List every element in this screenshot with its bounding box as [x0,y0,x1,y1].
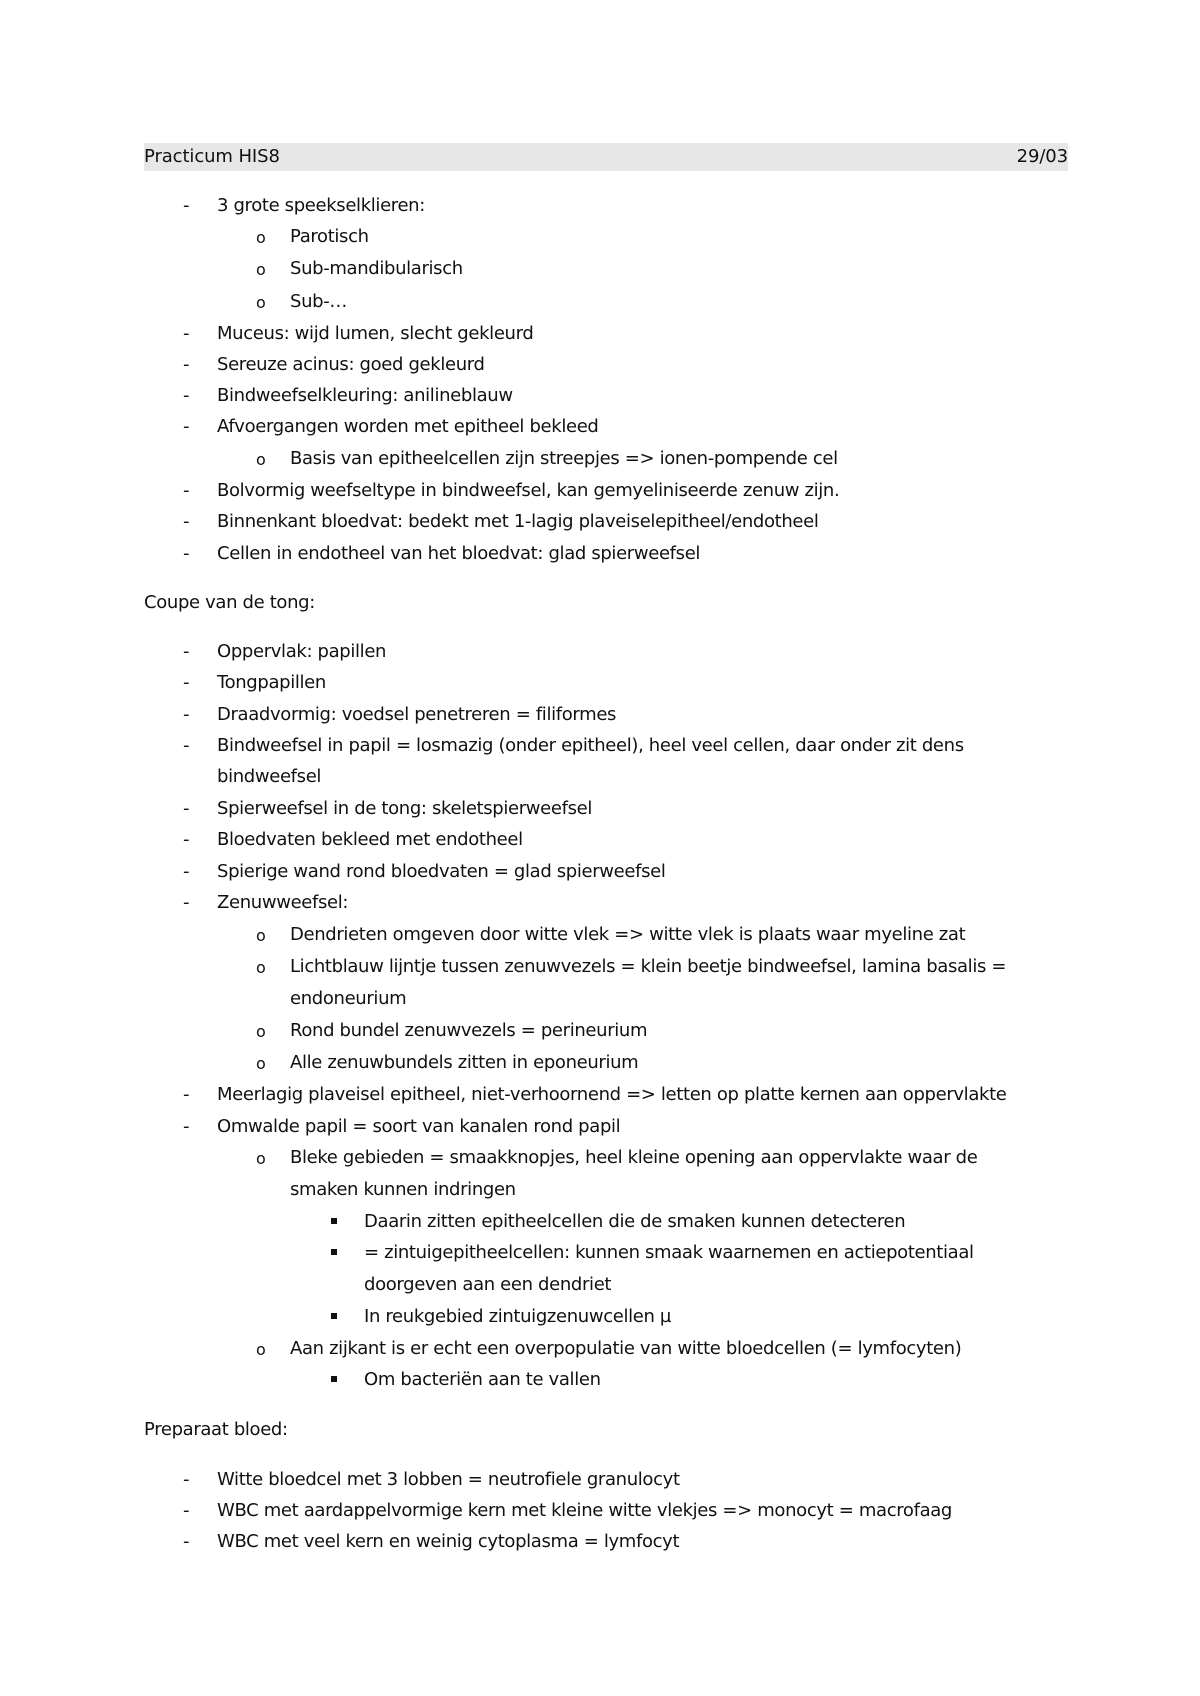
dash-bullet: - [183,892,190,913]
list-item: Parotisch [290,226,369,247]
list-item-continuation: smaken kunnen indringen [290,1179,516,1200]
list-item: Spierige wand rond bloedvaten = glad spierweefsel [217,861,666,882]
dash-bullet: - [183,1469,190,1490]
section-heading: Coupe van de tong: [144,592,315,613]
dash-bullet: - [183,829,190,850]
list-item: WBC met veel kern en weinig cytoplasma = lymfocyt [217,1531,680,1552]
dash-bullet: - [183,416,190,437]
list-item: Aan zijkant is er echt een overpopulatie van witte bloedcellen (= lymfocyten) [290,1338,962,1359]
list-item: Binnenkant bloedvat: bedekt met 1-lagig plaveiselepitheel/endotheel [217,511,819,532]
dash-bullet: - [183,798,190,819]
dash-bullet: - [183,354,190,375]
circle-bullet: o [256,293,266,312]
square-bullet-icon [331,1218,337,1224]
list-item: Daarin zitten epitheelcellen die de smaken kunnen detecteren [364,1211,906,1232]
dash-bullet: - [183,641,190,662]
page-title: Practicum HIS8 [144,146,280,167]
square-bullet-icon [331,1313,337,1319]
list-item: Bleke gebieden = smaakknopjes, heel kleine opening aan oppervlakte waar de [290,1147,978,1168]
circle-bullet: o [256,1149,266,1168]
dash-bullet: - [183,1116,190,1137]
list-item: Lichtblauw lijntje tussen zenuwvezels = klein beetje bindweefsel, lamina basalis = [290,956,1007,977]
list-item: Tongpapillen [217,672,326,693]
list-item: Bloedvaten bekleed met endotheel [217,829,523,850]
list-item: Cellen in endotheel van het bloedvat: glad spierweefsel [217,543,701,564]
list-item: Sereuze acinus: goed gekleurd [217,354,485,375]
dash-bullet: - [183,735,190,756]
list-item: Afvoergangen worden met epitheel bekleed [217,416,599,437]
circle-bullet: o [256,450,266,469]
header-bar [144,143,1068,171]
list-item: Rond bundel zenuwvezels = perineurium [290,1020,648,1041]
list-item: Zenuwweefsel: [217,892,349,913]
list-item: Sub-mandibularisch [290,258,463,279]
square-bullet-icon [331,1249,337,1255]
page-date: 29/03 [1016,146,1068,167]
circle-bullet: o [256,1340,266,1359]
list-item: Muceus: wijd lumen, slecht gekleurd [217,323,534,344]
dash-bullet: - [183,543,190,564]
list-item: In reukgebied zintuigzenuwcellen µ [364,1306,672,1327]
list-item: Alle zenuwbundels zitten in eponeurium [290,1052,639,1073]
list-item: Bolvormig weefseltype in bindweefsel, kan gemyeliniseerde zenuw zijn. [217,480,840,501]
dash-bullet: - [183,704,190,725]
list-item: Bindweefsel in papil = losmazig (onder epitheel), heel veel cellen, daar onder zit dens [217,735,964,756]
dash-bullet: - [183,672,190,693]
list-item-continuation: doorgeven aan een dendriet [364,1274,612,1295]
dash-bullet: - [183,511,190,532]
circle-bullet: o [256,1054,266,1073]
list-item-continuation: endoneurium [290,988,407,1009]
list-item: Omwalde papil = soort van kanalen rond papil [217,1116,621,1137]
list-item: Oppervlak: papillen [217,641,387,662]
section-heading: Preparaat bloed: [144,1419,288,1440]
dash-bullet: - [183,385,190,406]
circle-bullet: o [256,1022,266,1041]
dash-bullet: - [183,195,190,216]
list-item: WBC met aardappelvormige kern met kleine witte vlekjes => monocyt = macrofaag [217,1500,953,1521]
dash-bullet: - [183,480,190,501]
list-item: Spierweefsel in de tong: skeletspierweefsel [217,798,593,819]
list-item: Bindweefselkleuring: anilineblauw [217,385,513,406]
dash-bullet: - [183,1531,190,1552]
list-item-continuation: bindweefsel [217,766,322,787]
list-item: Draadvormig: voedsel penetreren = filiformes [217,704,617,725]
circle-bullet: o [256,228,266,247]
list-item: 3 grote speekselklieren: [217,195,425,216]
circle-bullet: o [256,926,266,945]
dash-bullet: - [183,861,190,882]
dash-bullet: - [183,1084,190,1105]
square-bullet-icon [331,1376,337,1382]
dash-bullet: - [183,323,190,344]
list-item: Witte bloedcel met 3 lobben = neutrofiele granulocyt [217,1469,680,1490]
list-item: Meerlagig plaveisel epitheel, niet-verhoornend => letten op platte kernen aan oppervlakte [217,1084,1007,1105]
circle-bullet: o [256,958,266,977]
dash-bullet: - [183,1500,190,1521]
list-item: Om bacteriën aan te vallen [364,1369,601,1390]
list-item: = zintuigepitheelcellen: kunnen smaak waarnemen en actiepotentiaal [364,1242,974,1263]
circle-bullet: o [256,260,266,279]
list-item: Basis van epitheelcellen zijn streepjes => ionen-pompende cel [290,448,838,469]
list-item: Sub-… [290,291,348,312]
list-item: Dendrieten omgeven door witte vlek => witte vlek is plaats waar myeline zat [290,924,966,945]
